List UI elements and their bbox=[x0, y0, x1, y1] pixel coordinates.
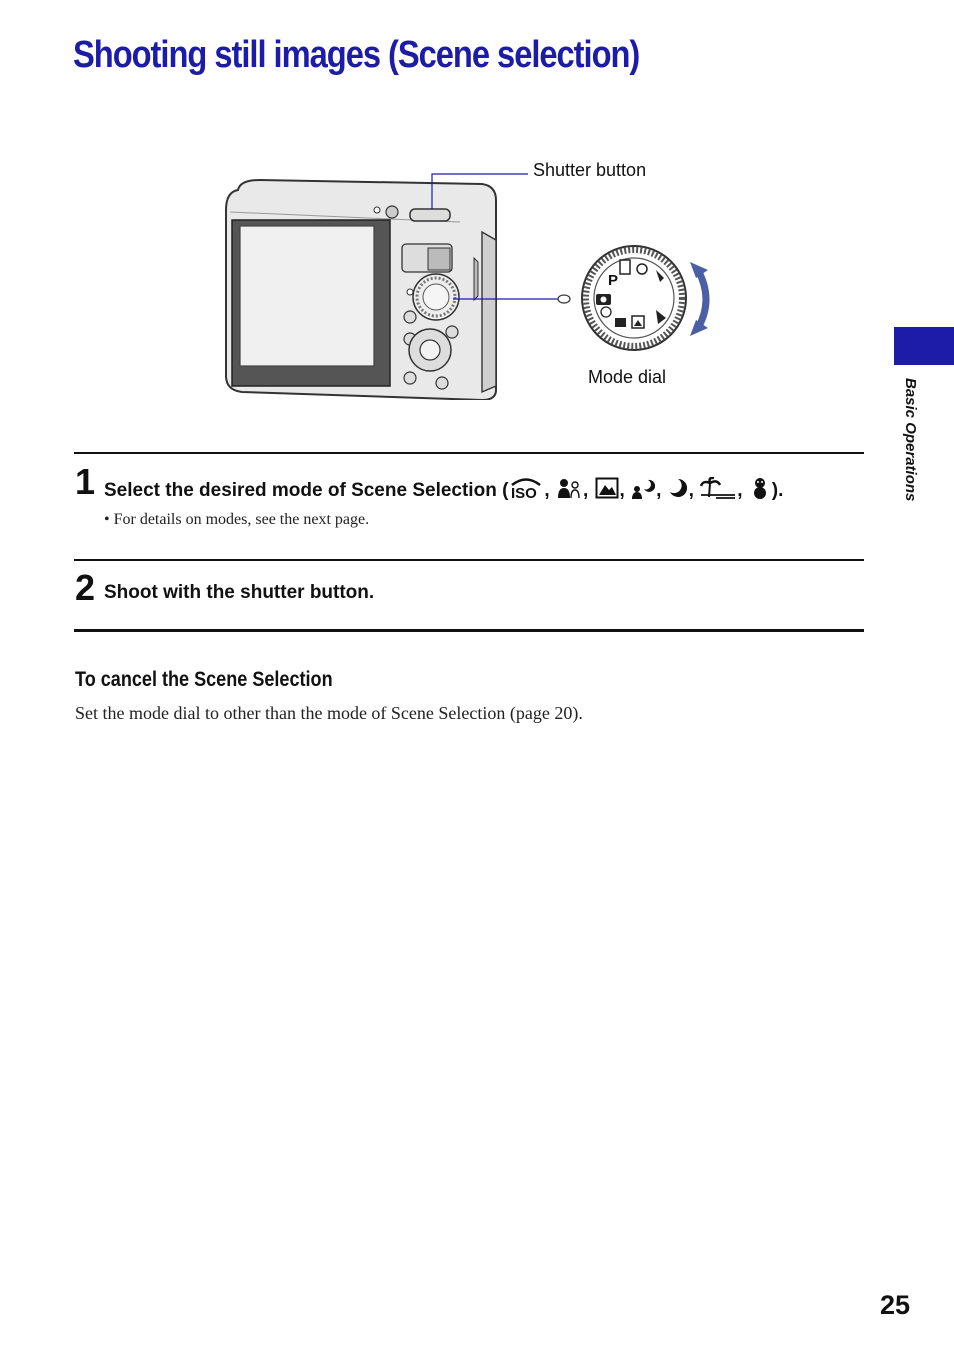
step-2-top-rule bbox=[74, 559, 864, 561]
twilight-icon bbox=[668, 477, 688, 499]
step-1-number: 1 bbox=[75, 461, 96, 502]
cancel-body: Set the mode dial to other than the mode of Scene Selection (page 20). bbox=[75, 703, 583, 723]
separator-3: , bbox=[619, 480, 625, 501]
section-label: Basic Operations bbox=[902, 378, 919, 502]
iso-icon-text: ISO bbox=[511, 485, 538, 499]
soft-snap-icon bbox=[556, 477, 582, 499]
beach-icon bbox=[700, 477, 736, 499]
step-1-text-end: ). bbox=[771, 480, 784, 501]
step-1-instruction bbox=[104, 475, 783, 502]
mode-dial-label: Mode dial bbox=[588, 367, 667, 387]
twilight-portrait-icon bbox=[631, 477, 655, 499]
dial-soft-snap-icon bbox=[615, 318, 626, 327]
step-1-text-start: Select the desired mode of Scene Selection ( bbox=[104, 480, 509, 501]
separator-4: , bbox=[656, 480, 662, 501]
rotate-down-arrow bbox=[690, 320, 708, 336]
camera-figure bbox=[220, 160, 730, 400]
step-1-note: • For details on modes, see the next page. bbox=[104, 511, 370, 528]
step-2-bottom-rule bbox=[74, 629, 864, 632]
dial-program-letter: P bbox=[608, 272, 619, 289]
rotate-up-arrow bbox=[690, 262, 708, 278]
page-title: Shooting still images (Scene selection) bbox=[73, 34, 640, 76]
section-tab bbox=[894, 327, 954, 365]
step-2-instruction: Shoot with the shutter button. bbox=[104, 582, 375, 603]
camera-illustration bbox=[220, 160, 730, 400]
landscape-icon bbox=[595, 477, 619, 499]
separator-6: , bbox=[737, 480, 743, 501]
separator-1: , bbox=[544, 480, 550, 501]
shutter-button-label: Shutter button bbox=[533, 160, 647, 180]
cancel-heading: To cancel the Scene Selection bbox=[75, 668, 333, 691]
separator-5: , bbox=[688, 480, 694, 501]
snow-icon bbox=[749, 477, 771, 499]
separator-2: , bbox=[582, 480, 589, 501]
page-number: 25 bbox=[880, 1290, 911, 1320]
high-sensitivity-iso-icon bbox=[509, 475, 543, 499]
step-1-top-rule bbox=[74, 452, 864, 454]
step-2-number: 2 bbox=[75, 567, 96, 608]
